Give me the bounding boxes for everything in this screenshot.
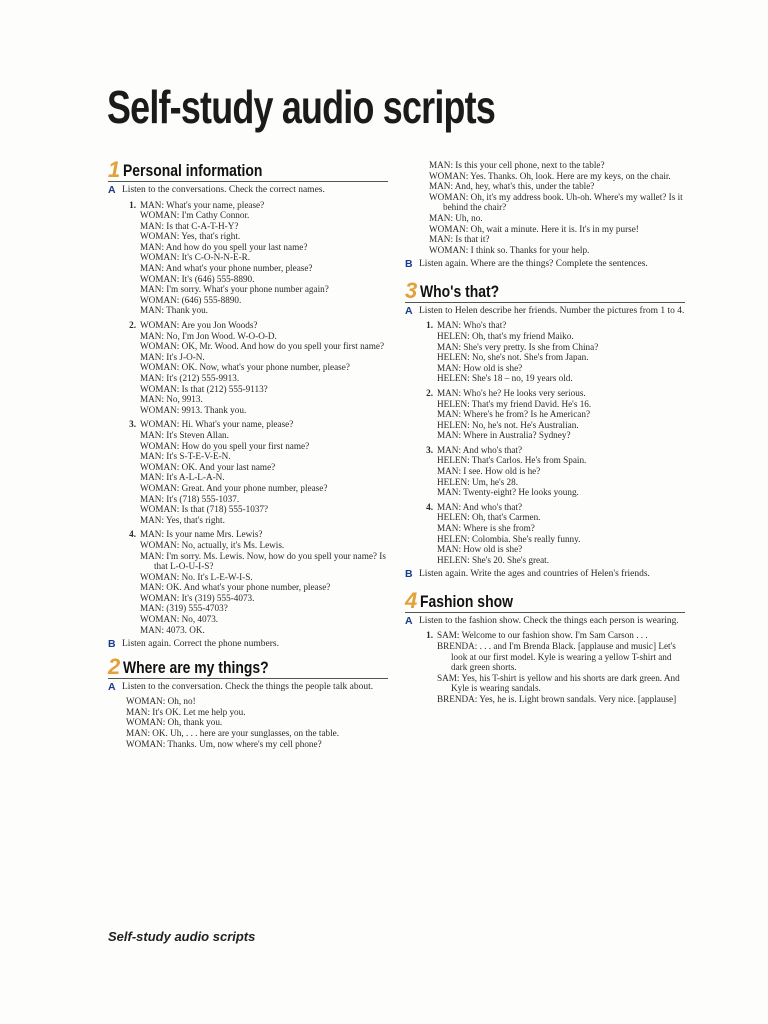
script-line: HELEN: That's Carlos. He's from Spain. bbox=[437, 455, 587, 466]
section-fashion-show bbox=[405, 587, 685, 705]
page-footer: Self-study audio scripts bbox=[108, 929, 256, 944]
script-line: WOMAN: OK, Mr. Wood. And how do you spell your first name? bbox=[140, 341, 385, 352]
exercise-a bbox=[108, 185, 388, 197]
conversation-lines bbox=[429, 160, 685, 255]
script-line: WOMAN: Oh, wait a minute. Here it is. It's in my purse! bbox=[429, 223, 639, 234]
script-line: WOMAN: Is that (718) 555-1037? bbox=[140, 504, 269, 515]
section-heading bbox=[108, 653, 388, 679]
script-line: MAN: Is this your cell phone, next to the table? bbox=[429, 160, 605, 170]
script-line: BRENDA: Yes, he is. Light brown sandals. Very nice. [applause] bbox=[437, 693, 677, 704]
script-line: MAN: Uh, no. bbox=[429, 212, 483, 223]
conversation bbox=[419, 630, 685, 704]
exercise-letter: A bbox=[108, 680, 116, 693]
exercise-letter: A bbox=[405, 614, 413, 627]
section-where-are-my-things bbox=[108, 653, 388, 749]
script-line: HELEN: That's my friend David. He's 16. bbox=[437, 398, 592, 409]
exercise-instruction: Listen to the conversation. Check the things the people talk about. bbox=[122, 681, 374, 692]
script-line: WOMAN: Oh, it's my address book. Uh-oh. Where's my wallet? Is it behind the chair? bbox=[429, 191, 683, 213]
conversation bbox=[122, 529, 388, 635]
conversation-lines bbox=[140, 320, 388, 415]
script-line: HELEN: She's 20. She's great. bbox=[437, 554, 550, 565]
conversation-lines bbox=[126, 696, 388, 749]
conversation-lines bbox=[140, 419, 388, 525]
script-line: WOMAN: I think so. Thanks for your help. bbox=[429, 244, 590, 255]
script-line: WOMAN: No. It's L-E-W-I-S. bbox=[140, 571, 253, 582]
conversation-number: 4. bbox=[129, 529, 136, 540]
script-line: MAN: Is that it? bbox=[429, 234, 490, 245]
script-line: WOMAN: No, actually, it's Ms. Lewis. bbox=[140, 539, 285, 550]
script-line: BRENDA: . . . and I'm Brenda Black. [applause and music] Let's look at our first model. Kyle is wearing a yellow T-shirt and dark green shorts. bbox=[437, 641, 676, 673]
exercise-a bbox=[405, 306, 685, 318]
exercise-letter: B bbox=[405, 258, 413, 271]
conversation bbox=[122, 320, 388, 415]
script-line: WOMAN: No, 4073. bbox=[140, 614, 219, 625]
section-title: Fashion show bbox=[420, 591, 514, 611]
exercise-b bbox=[405, 569, 685, 581]
script-line: MAN: I see. How old is he? bbox=[437, 466, 541, 477]
script-line: HELEN: Oh, that's Carmen. bbox=[437, 512, 541, 523]
script-line: MAN: It's (212) 555-9913. bbox=[140, 373, 240, 383]
script-line: MAN: Who's he? He looks very serious. bbox=[437, 387, 586, 398]
exercise-instruction: Listen again. Where are the things? Complete the sentences. bbox=[419, 259, 648, 270]
script-line: HELEN: Oh, that's my friend Maiko. bbox=[437, 330, 574, 341]
conversation-continued bbox=[429, 160, 685, 255]
script-line: WOMAN: 9913. Thank you. bbox=[140, 404, 247, 415]
script-line: WOMAN: Yes. Thanks. Oh, look. Here are my keys, on the chair. bbox=[429, 170, 671, 181]
conversation-number: 1. bbox=[426, 320, 433, 331]
section-whos-that bbox=[405, 277, 685, 581]
conversation bbox=[122, 200, 388, 317]
script-line: MAN: And how do you spell your last name? bbox=[140, 241, 308, 252]
script-line: WOMAN: (646) 555-8890. bbox=[140, 294, 242, 305]
conversation-list bbox=[405, 630, 685, 704]
script-line: MAN: And who's that? bbox=[437, 444, 523, 455]
section-number: 3 bbox=[405, 277, 418, 303]
script-line: WOMAN: It's (319) 555-4073. bbox=[140, 592, 255, 603]
exercise-letter: A bbox=[108, 184, 116, 196]
script-line: MAN: Where in Australia? Sydney? bbox=[437, 430, 571, 441]
conversation-number: 3. bbox=[426, 444, 433, 455]
exercise-instruction: Listen again. Correct the phone numbers. bbox=[122, 639, 279, 650]
section-title: Personal information bbox=[123, 161, 263, 180]
script-line: MAN: It's Steven Allan. bbox=[140, 429, 229, 440]
exercise-instruction: Listen to the fashion show. Check the things each person is wearing. bbox=[419, 615, 679, 626]
conversation bbox=[419, 445, 685, 498]
script-line: MAN: Where's he from? Is he American? bbox=[437, 409, 591, 420]
script-line: HELEN: No, he's not. He's Australian. bbox=[437, 419, 579, 430]
script-line: MAN: Is that C-A-T-H-Y? bbox=[140, 220, 239, 231]
left-column bbox=[108, 157, 388, 755]
conversation-lines bbox=[437, 630, 685, 704]
conversation-number: 1. bbox=[426, 630, 433, 641]
section-heading bbox=[108, 157, 388, 182]
exercise-letter: B bbox=[405, 568, 413, 581]
exercise-instruction: Listen to the conversations. Check the correct names. bbox=[122, 185, 325, 195]
section-number: 2 bbox=[108, 653, 121, 679]
script-line: WOMAN: Is that (212) 555-9113? bbox=[140, 383, 268, 394]
script-line: WOMAN: How do you spell your first name? bbox=[140, 440, 310, 451]
section-title: Who's that? bbox=[420, 281, 500, 301]
script-line: HELEN: Colombia. She's really funny. bbox=[437, 533, 581, 544]
conversation-lines bbox=[437, 388, 685, 441]
script-line: MAN: Is your name Mrs. Lewis? bbox=[140, 529, 263, 540]
exercise-a bbox=[108, 682, 388, 694]
exercise-b bbox=[108, 639, 388, 651]
conversation bbox=[122, 419, 388, 525]
conversation bbox=[419, 320, 685, 384]
right-column bbox=[405, 160, 685, 711]
section-heading bbox=[405, 587, 685, 613]
script-line: WOMAN: Yes, that's right. bbox=[140, 231, 241, 242]
script-line: MAN: And who's that? bbox=[437, 501, 523, 512]
conversation-list bbox=[108, 200, 388, 636]
exercise-letter: A bbox=[405, 304, 413, 317]
script-line: WOMAN: OK. And your last name? bbox=[140, 461, 276, 472]
script-line: MAN: OK. And what's your phone number, please? bbox=[140, 582, 331, 593]
exercise-b bbox=[405, 259, 685, 271]
conversation-number: 4. bbox=[426, 501, 433, 512]
script-line: MAN: Who's that? bbox=[437, 320, 507, 331]
script-line: MAN: What's your name, please? bbox=[140, 199, 265, 210]
script-line: WOMAN: Are you Jon Woods? bbox=[140, 320, 258, 331]
script-line: MAN: It's A-L-L-A-N. bbox=[140, 472, 225, 483]
exercise-instruction: Listen again. Write the ages and countries of Helen's friends. bbox=[419, 569, 650, 580]
script-line: WOMAN: Oh, no! bbox=[126, 696, 196, 707]
script-line: MAN: Yes, that's right. bbox=[140, 514, 225, 525]
script-line: MAN: How old is she? bbox=[437, 362, 523, 373]
script-line: MAN: (319) 555-4703? bbox=[140, 603, 228, 614]
script-line: MAN: 4073. OK. bbox=[140, 624, 205, 635]
script-line: SAM: Welcome to our fashion show. I'm Sam Carson . . . bbox=[437, 630, 648, 641]
script-line: MAN: How old is she? bbox=[437, 544, 523, 555]
conversation-number: 3. bbox=[129, 419, 136, 430]
conversation bbox=[126, 696, 388, 749]
script-line: MAN: Twenty-eight? He looks young. bbox=[437, 487, 579, 498]
conversation-lines bbox=[437, 445, 685, 498]
script-line: MAN: It's J-O-N. bbox=[140, 351, 205, 362]
exercise-letter: B bbox=[108, 638, 116, 651]
conversation bbox=[419, 502, 685, 566]
script-line: MAN: Thank you. bbox=[140, 305, 208, 316]
script-line: MAN: And, hey, what's this, under the table? bbox=[429, 181, 595, 192]
conversation-lines bbox=[437, 320, 685, 384]
conversation-number: 2. bbox=[426, 387, 433, 398]
script-line: WOMAN: Oh, thank you. bbox=[126, 717, 223, 728]
page-title: Self-study audio scripts bbox=[107, 81, 496, 133]
script-line: MAN: It's (718) 555-1037. bbox=[140, 493, 240, 504]
script-line: MAN: I'm sorry. What's your phone number again? bbox=[140, 284, 329, 295]
script-line: MAN: It's OK. Let me help you. bbox=[126, 706, 246, 717]
script-line: WOMAN: OK. Now, what's your phone number, please? bbox=[140, 362, 350, 373]
script-line: MAN: I'm sorry. Ms. Lewis. Now, how do you spell your name? Is that L-O-U-I-S? bbox=[140, 550, 386, 572]
conversation-number: 1. bbox=[129, 199, 136, 210]
conversation-number: 2. bbox=[129, 320, 136, 331]
script-line: WOMAN: Thanks. Um, now where's my cell phone? bbox=[126, 738, 322, 749]
script-line: HELEN: She's 18 – no, 19 years old. bbox=[437, 373, 573, 384]
script-line: MAN: And what's your phone number, please? bbox=[140, 263, 313, 274]
script-line: WOMAN: Great. And your phone number, please? bbox=[140, 482, 328, 493]
section-title: Where are my things? bbox=[123, 657, 269, 677]
script-line: WOMAN: Hi. What's your name, please? bbox=[140, 419, 294, 430]
conversation-lines bbox=[437, 502, 685, 566]
script-line: HELEN: No, she's not. She's from Japan. bbox=[437, 352, 589, 363]
script-line: WOMAN: It's C-O-N-N-E-R. bbox=[140, 252, 251, 263]
script-line: HELEN: Um, he's 28. bbox=[437, 476, 519, 487]
script-line: WOMAN: I'm Cathy Connor. bbox=[140, 210, 250, 221]
script-line: MAN: It's S-T-E-V-E-N. bbox=[140, 451, 231, 462]
conversation-list bbox=[405, 320, 685, 565]
conversation-lines bbox=[140, 529, 388, 635]
conversation bbox=[419, 388, 685, 441]
script-line: MAN: No, 9913. bbox=[140, 394, 203, 405]
section-number: 4 bbox=[405, 587, 418, 613]
script-line: SAM: Yes, his T-shirt is yellow and his shorts are dark green. And Kyle is wearing sandals. bbox=[437, 672, 680, 694]
section-personal-information bbox=[108, 157, 388, 651]
conversation-lines bbox=[140, 200, 388, 317]
exercise-instruction: Listen to Helen describe her friends. Number the pictures from 1 to 4. bbox=[419, 305, 685, 316]
script-line: WOMAN: It's (646) 555-8890. bbox=[140, 273, 255, 284]
script-line: MAN: Where is she from? bbox=[437, 523, 535, 534]
exercise-a bbox=[405, 616, 685, 628]
script-line: MAN: OK. Uh, . . . here are your sunglasses, on the table. bbox=[126, 728, 340, 739]
script-line: MAN: No, I'm Jon Wood. W-O-O-D. bbox=[140, 330, 277, 341]
section-heading bbox=[405, 277, 685, 303]
section-number: 1 bbox=[108, 157, 121, 182]
script-line: MAN: She's very pretty. Is she from China? bbox=[437, 341, 599, 352]
